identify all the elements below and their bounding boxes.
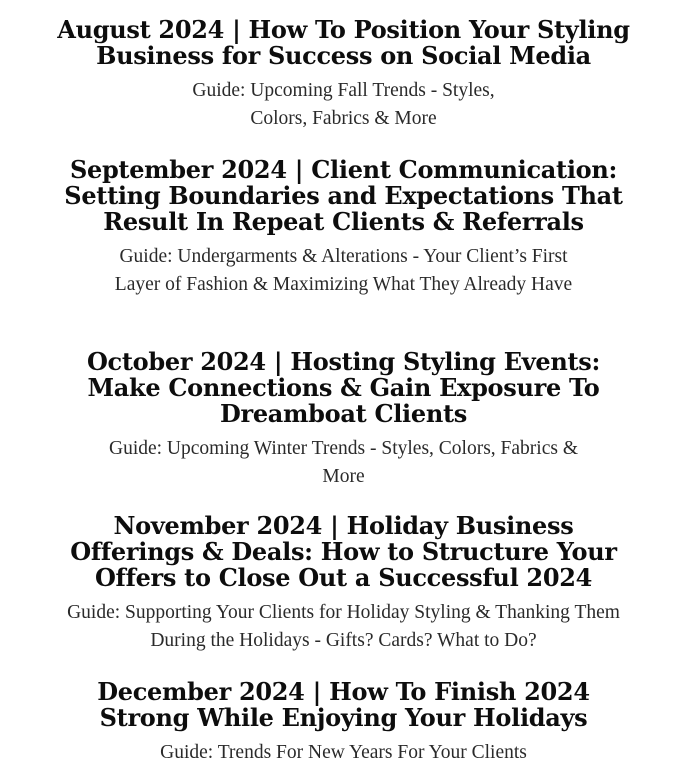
- entry-guide: Guide: Trends For New Years For Your Clients: [160, 742, 527, 763]
- entry-guide: Guide: Upcoming Fall Trends - Styles, Colors, Fabrics & More: [192, 80, 495, 129]
- entry-title: October 2024 | Hosting Styling Events: Make Connections & Gain Exposure To Dreamboat Clients: [86, 347, 601, 428]
- month-entry-october: [0, 349, 687, 490]
- entry-title: December 2024 | How To Finish 2024 Strong While Enjoying Your Holidays: [97, 677, 590, 732]
- month-entry-september: [0, 157, 687, 298]
- month-entry-december: [0, 679, 687, 767]
- entry-title: November 2024 | Holiday Business Offerings & Deals: How to Structure Your Offers to Close Out a Successful 2024: [70, 511, 617, 592]
- month-entry-november: [0, 513, 687, 654]
- month-entry-august: [0, 17, 687, 132]
- entry-title: September 2024 | Client Communication: Setting Boundaries and Expectations That Result In Repeat Clients & Referrals: [64, 155, 623, 236]
- entry-title: August 2024 | How To Position Your Styling Business for Success on Social Media: [57, 15, 630, 70]
- entry-guide: Guide: Upcoming Winter Trends - Styles, Colors, Fabrics & More: [108, 438, 578, 487]
- entry-guide: Guide: Undergarments & Alterations - Your Client’s First Layer of Fashion & Maximizing What They Already Have: [114, 246, 573, 295]
- entry-guide: Guide: Supporting Your Clients for Holiday Styling & Thanking Them During the Holidays - Gifts? Cards? What to Do?: [67, 602, 620, 651]
